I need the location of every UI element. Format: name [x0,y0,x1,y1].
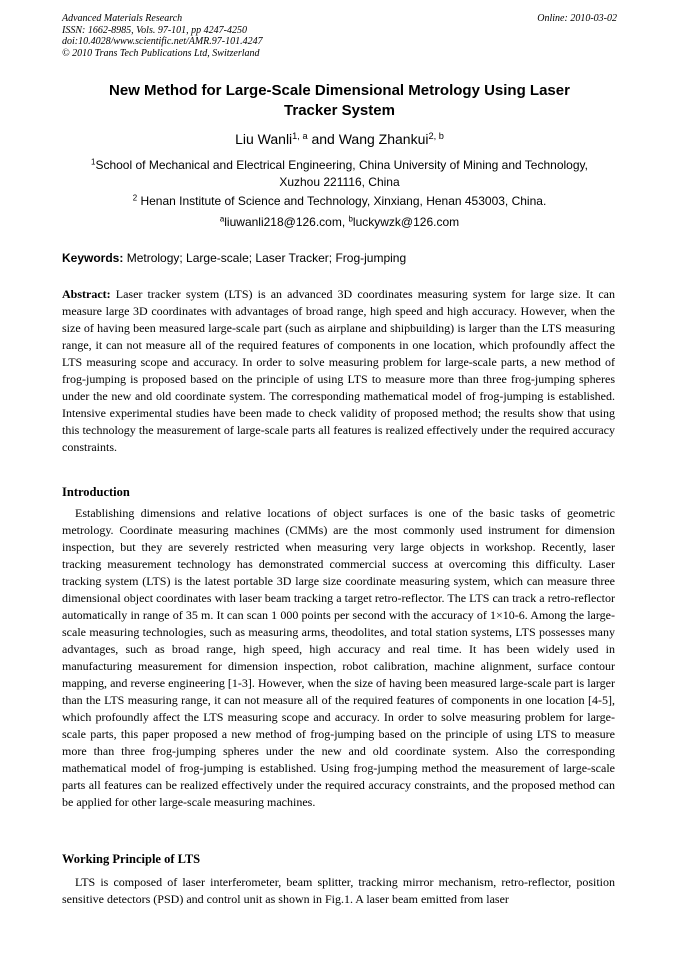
author-2-superscript: 2, b [428,130,444,141]
affiliation-2 [62,193,617,210]
affiliation-1-line-1: School of Mechanical and Electrical Engineering, China University of Mining and Technology, [95,158,588,172]
working-principle-paragraph: LTS is composed of laser interferometer, beam splitter, tracking mirror mechanism, retro-reflector, position sensitive detectors (PSD) and control unit as shown in Fig.1. A laser beam emitted from laser [62,875,615,906]
email-b: luckywzk@126.com [352,215,460,229]
journal-header [62,13,617,59]
affiliation-1-superscript: 1 [91,157,96,167]
email-a-superscript: a [219,214,225,224]
title-line-2: Tracker System [284,102,395,119]
abstract-text: Laser tracker system (LTS) is an advanced 3D coordinates measuring system for large size. It can measure large 3D coordinates with advantages of broad range, high speed and high accuracy. However, when the size of having been measured large-scale part (such as airplane and shipbuilding) is larger than the LTS measuring range, it can not measure all of the required features of components in one location, which profoundly affect the LTS measuring scope and accuracy. In order to solve measuring problem for large-scale parts, a new method of frog-jumping is proposed based on the principle of using LTS to measure more than three frog-jumping spheres under the new and old coordinate system. The corresponding mathematical model of frog-jumping is established. Intensive experimental studies have been made to check validity of proposed method; the results show that using this technology the measurement of large-scale parts all features is realized effectively under the required accuracy constraints. [62,287,615,454]
online-date: Online: 2010-03-02 [537,13,617,24]
affiliation-2-superscript: 2 [132,193,138,203]
keywords [62,250,617,266]
abstract-label: Abstract: [62,287,111,301]
abstract [62,286,615,456]
keywords-text: Metrology; Large-scale; Laser Tracker; Frog-jumping [123,251,407,265]
issn-line: ISSN: 1662-8985, Vols. 97-101, pp 4247-4250 [62,24,247,36]
journal-name: Advanced Materials Research [62,13,183,24]
email-b-superscript: b [348,214,353,224]
introduction-paragraph: Establishing dimensions and relative locations of object surfaces is one of the basic tasks of geometric metrology. Coordinate measuring machines (CMMs) are the most commonly used instrument for dimension inspection, but they are severely restricted when measuring very large objects in workshop. Recently, laser tracking measurement technology has demonstrated commercial success at overcoming this difficulty. Laser tracking system (LTS) is the latest portable 3D large size coordinate measuring system, which can measure three dimensional object coordinates with laser beam tracking a target retro-reflector. The LTS can track a retro-reflector automatically in range of 35 m. It can scan 1 000 points per second with the accuracy of 1×10-6. Among the large-scale measuring technologies, such as measuring arms, theodolites, and total station systems, LTS possesses many advantages, such as broad range, high speed, high accuracy and real time. It has been widely used in manufacturing measurement for dimension inspection, robot calibration, machine alignment, surface contour mapping, and reverse engineering [1-3]. However, when the size of having been measured large-scale part is larger than the LTS measuring range, it can not measure all of the required features of components in one location [4-5], which profoundly affect the LTS measuring scope and accuracy. In order to solve measuring problem for large-scale parts, this paper proposed a new method of frog-jumping based on the principle of using LTS to measure more than three frog-jumping spheres under the new and old coordinate system. Also the corresponding mathematical model of frog-jumping is established. Using frog-jumping method the measurement of large-scale parts all features can be realized effectively under the required accuracy constraints, and the proposed method can be applied for other large-scale measuring machines. [62,506,615,809]
doi-line: doi:10.4028/www.scientific.net/AMR.97-101.4247 [62,36,263,47]
author-separator: and [307,131,339,147]
author-1: Liu Wanli [235,131,293,147]
affiliation-1 [62,157,617,191]
author-2: Wang Zhankui [338,131,429,147]
author-1-superscript: 1, a [292,130,308,141]
email-line [62,214,617,231]
title-line-1: New Method for Large-Scale Dimensional Metrology Using Laser [109,82,570,99]
keywords-label: Keywords: [62,251,124,265]
copyright-line: © 2010 Trans Tech Publications Ltd, Switzerland [62,47,260,59]
paper-title [62,81,617,121]
introduction-heading: Introduction [62,485,130,499]
email-a: liuwanli218@126.com, [224,215,349,229]
working-principle-heading: Working Principle of LTS [62,852,201,866]
affiliation-2-text: Henan Institute of Science and Technology, Xinxiang, Henan 453003, China. [137,194,547,208]
author-line [62,130,617,148]
affiliation-1-line-2: Xuzhou 221116, China [279,175,400,189]
